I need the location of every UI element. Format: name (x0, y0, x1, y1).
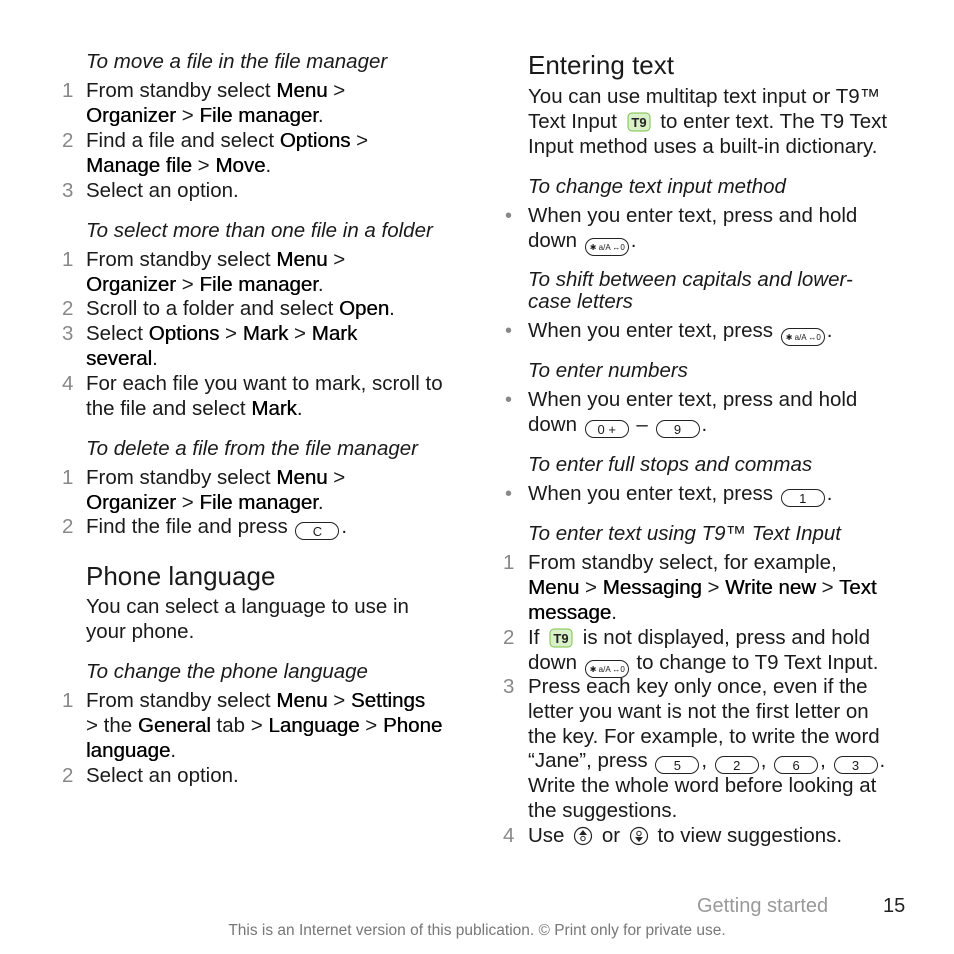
delete-step-2 (86, 515, 347, 540)
intro-line: to enter text. The T9 Text (654, 109, 888, 133)
step-number: 2 (62, 515, 74, 538)
step-text: . (879, 749, 886, 773)
bullet: • (505, 205, 513, 227)
star-key-icon: ✱ a/A ↔0 (585, 238, 629, 256)
menu-item-move: Move (215, 153, 266, 177)
select-step-3 (86, 322, 357, 372)
step-number: 2 (62, 129, 74, 152)
step-number: 1 (503, 551, 515, 574)
step-text: is not displayed, press and hold (577, 626, 870, 649)
menu-item-menu: Menu (276, 466, 328, 489)
c-key-icon: C (295, 522, 339, 540)
menu-item-text-message: Text (838, 575, 877, 599)
step-text: Write the whole word before looking at (528, 774, 877, 798)
step-text: . (611, 600, 617, 624)
bullet: • (505, 483, 513, 505)
step-text: > (327, 79, 346, 102)
nav-up-icon (573, 826, 593, 846)
move-step-1 (86, 79, 345, 129)
menu-item-options: Options (279, 129, 351, 152)
step-text: From standby select (86, 689, 277, 712)
step-text: > (327, 689, 351, 712)
full-stops-step (528, 482, 832, 507)
menu-item-options: Options (148, 322, 220, 345)
menu-item-language: Language (268, 713, 360, 737)
step-text: , (820, 749, 826, 773)
step-text: . (389, 297, 395, 320)
menu-item-file-manager: File manager (199, 490, 318, 514)
bullet: • (505, 320, 513, 342)
enter-numbers-step (528, 388, 857, 438)
step-number: 1 (62, 248, 74, 271)
step-text: , (701, 749, 708, 773)
step-text: to view suggestions. (651, 824, 843, 847)
intro-line: You can select a language to use in (86, 595, 409, 618)
menu-item-organizer: Organizer (86, 272, 177, 296)
intro-line: Input method uses a built-in dictionary. (528, 134, 878, 158)
menu-item-text-message: message (528, 600, 612, 624)
step-text: . (630, 228, 637, 252)
menu-item-organizer: Organizer (86, 490, 177, 514)
step-text: For each file you want to mark, scroll to (86, 372, 443, 395)
language-step-1 (86, 689, 442, 763)
step-number: 1 (62, 689, 74, 712)
t9-step-3 (528, 675, 885, 824)
step-text: > (359, 713, 383, 737)
step-text: – (630, 412, 654, 436)
step-number: 1 (62, 79, 74, 102)
step-text: > the (86, 713, 138, 737)
step-text: down (528, 650, 583, 674)
step-text: > (219, 322, 243, 345)
step-text: When you enter text, press and hold (528, 204, 858, 227)
step-text: the suggestions. (528, 799, 678, 823)
t9-step-1 (528, 551, 877, 625)
nine-key-icon: 9 (656, 420, 700, 438)
step-text: . (341, 515, 348, 538)
three-key-icon: 3 (834, 756, 878, 774)
t9-icon (627, 112, 651, 132)
menu-item-mark-several: Mark (311, 322, 358, 345)
step-text: . (826, 319, 833, 342)
menu-item-menu: Menu (528, 575, 580, 599)
nav-down-icon (629, 826, 649, 846)
step-text: the file and select (86, 396, 252, 420)
step-text: . (701, 412, 708, 436)
page-number: 15 (883, 895, 906, 917)
intro-line: Text Input (528, 109, 623, 133)
delete-file-heading: To delete a file from the file manager (86, 437, 418, 460)
t9-icon (549, 628, 573, 648)
step-text: tab > (210, 713, 269, 737)
menu-item-organizer: Organizer (86, 103, 177, 127)
step-text: to change to T9 Text Input. (630, 650, 879, 674)
menu-item-write-new: Write new (725, 575, 816, 599)
step-text: or (596, 824, 626, 847)
star-key-icon: ✱ a/A ↔0 (781, 328, 825, 346)
menu-item-menu: Menu (276, 79, 328, 102)
step-text: > (191, 153, 216, 177)
select-step-4 (86, 372, 443, 422)
menu-item-file-manager: File manager (199, 103, 318, 127)
step-number: 2 (62, 764, 74, 787)
step-number: 3 (62, 322, 74, 345)
step-text: “Jane”, press (528, 749, 654, 773)
full-stops-heading: To enter full stops and commas (528, 453, 813, 476)
step-text: > (176, 272, 200, 296)
shift-case-step (528, 319, 832, 346)
step-text: > (815, 575, 839, 599)
step-text: > (327, 466, 346, 489)
step-number: 4 (62, 372, 74, 395)
step-text: From standby select (86, 248, 277, 271)
step-text: Use (528, 824, 571, 847)
language-step-2: Select an option. (86, 764, 239, 787)
step-text: letter you want is not the first letter on (528, 699, 869, 723)
step-number: 1 (62, 466, 74, 489)
entering-text-intro (528, 85, 887, 159)
step-text: the key. For example, to write the word (528, 724, 880, 748)
step-text: > (327, 248, 346, 271)
delete-step-1 (86, 466, 345, 516)
step-text: . (317, 490, 324, 514)
step-text: . (317, 272, 324, 296)
step-text: down (528, 412, 583, 436)
step-text: . (826, 482, 833, 505)
select-step-2 (86, 297, 395, 322)
step-number: 3 (62, 179, 74, 202)
step-number: 2 (503, 626, 515, 649)
select-files-heading: To select more than one file in a folder (86, 219, 433, 242)
step-text: > (701, 575, 726, 599)
menu-item-menu: Menu (276, 689, 328, 712)
t9-step-4 (528, 824, 842, 849)
move-step-3: Select an option. (86, 179, 239, 202)
menu-item-file-manager: File manager (199, 272, 318, 296)
step-text: Scroll to a folder and select (86, 297, 339, 320)
menu-item-messaging: Messaging (602, 575, 702, 599)
step-text: When you enter text, press and hold (528, 388, 858, 411)
step-text: , (760, 749, 767, 773)
step-text: Find the file and press (86, 515, 294, 538)
five-key-icon: 5 (655, 756, 699, 774)
intro-line: your phone. (86, 619, 195, 643)
step-text: When you enter text, press (528, 482, 779, 505)
footer-section-label: Getting started (697, 895, 829, 917)
shift-case-heading (528, 269, 853, 313)
step-text: . (296, 396, 303, 420)
step-text: From standby select (86, 466, 277, 489)
change-method-heading: To change text input method (528, 175, 786, 198)
step-text: > (350, 129, 369, 152)
menu-item-manage-file: Manage file (86, 153, 192, 177)
footer-note: This is an Internet version of this publication. © Print only for private use. (228, 922, 726, 939)
t9-step-2 (528, 626, 878, 678)
step-text: . (170, 738, 177, 762)
step-text: Find a file and select (86, 129, 280, 152)
select-step-1 (86, 248, 345, 298)
step-text: > (176, 490, 200, 514)
step-number: 4 (503, 824, 515, 847)
six-key-icon: 6 (774, 756, 818, 774)
step-text: From standby select, for example, (528, 551, 837, 574)
menu-item-phone-language: Phone (382, 713, 443, 737)
step-text: If (528, 626, 546, 649)
step-text: down (528, 228, 583, 252)
svg-text:T9: T9 (631, 114, 647, 130)
menu-item-phone-language: language (86, 738, 171, 762)
entering-text-title: Entering text (528, 50, 674, 80)
step-text: > (288, 322, 312, 345)
step-number: 2 (62, 297, 74, 320)
step-text: . (152, 346, 158, 370)
star-key-icon: ✱ a/A ↔0 (585, 660, 629, 678)
step-text: When you enter text, press (528, 319, 779, 342)
t9-input-heading: To enter text using T9™ Text Input (528, 522, 841, 545)
step-text: . (265, 153, 272, 177)
move-file-heading: To move a file in the file manager (86, 50, 388, 73)
menu-item-menu: Menu (276, 248, 328, 271)
phone-language-title: Phone language (86, 561, 276, 591)
step-text: > (176, 103, 200, 127)
change-language-heading: To change the phone language (86, 660, 368, 683)
zero-key-icon: 0 + (585, 420, 629, 438)
bullet: • (505, 389, 513, 411)
step-text: Select (86, 322, 149, 345)
heading-line: To shift between capitals and lower- (528, 268, 853, 291)
heading-line: case letters (528, 290, 633, 313)
move-step-2 (86, 129, 368, 179)
change-method-step (528, 204, 857, 256)
menu-item-mark: Mark (251, 396, 297, 420)
menu-item-mark: Mark (242, 322, 289, 345)
intro-line: You can use multitap text input or T9™ (528, 85, 881, 108)
two-key-icon: 2 (715, 756, 759, 774)
step-text: . (317, 103, 324, 127)
step-text: From standby select (86, 79, 277, 102)
one-key-icon: 1 (781, 489, 825, 507)
menu-item-open: Open (338, 297, 390, 320)
menu-item-general: General (137, 713, 211, 737)
phone-language-intro (86, 595, 409, 645)
menu-item-settings: Settings (350, 689, 425, 712)
enter-numbers-heading: To enter numbers (528, 359, 688, 382)
step-number: 3 (503, 675, 515, 698)
menu-item-mark-several: several (86, 346, 153, 370)
step-text: > (579, 575, 603, 599)
step-text: Press each key only once, even if the (528, 675, 868, 698)
svg-text:T9: T9 (553, 631, 569, 646)
